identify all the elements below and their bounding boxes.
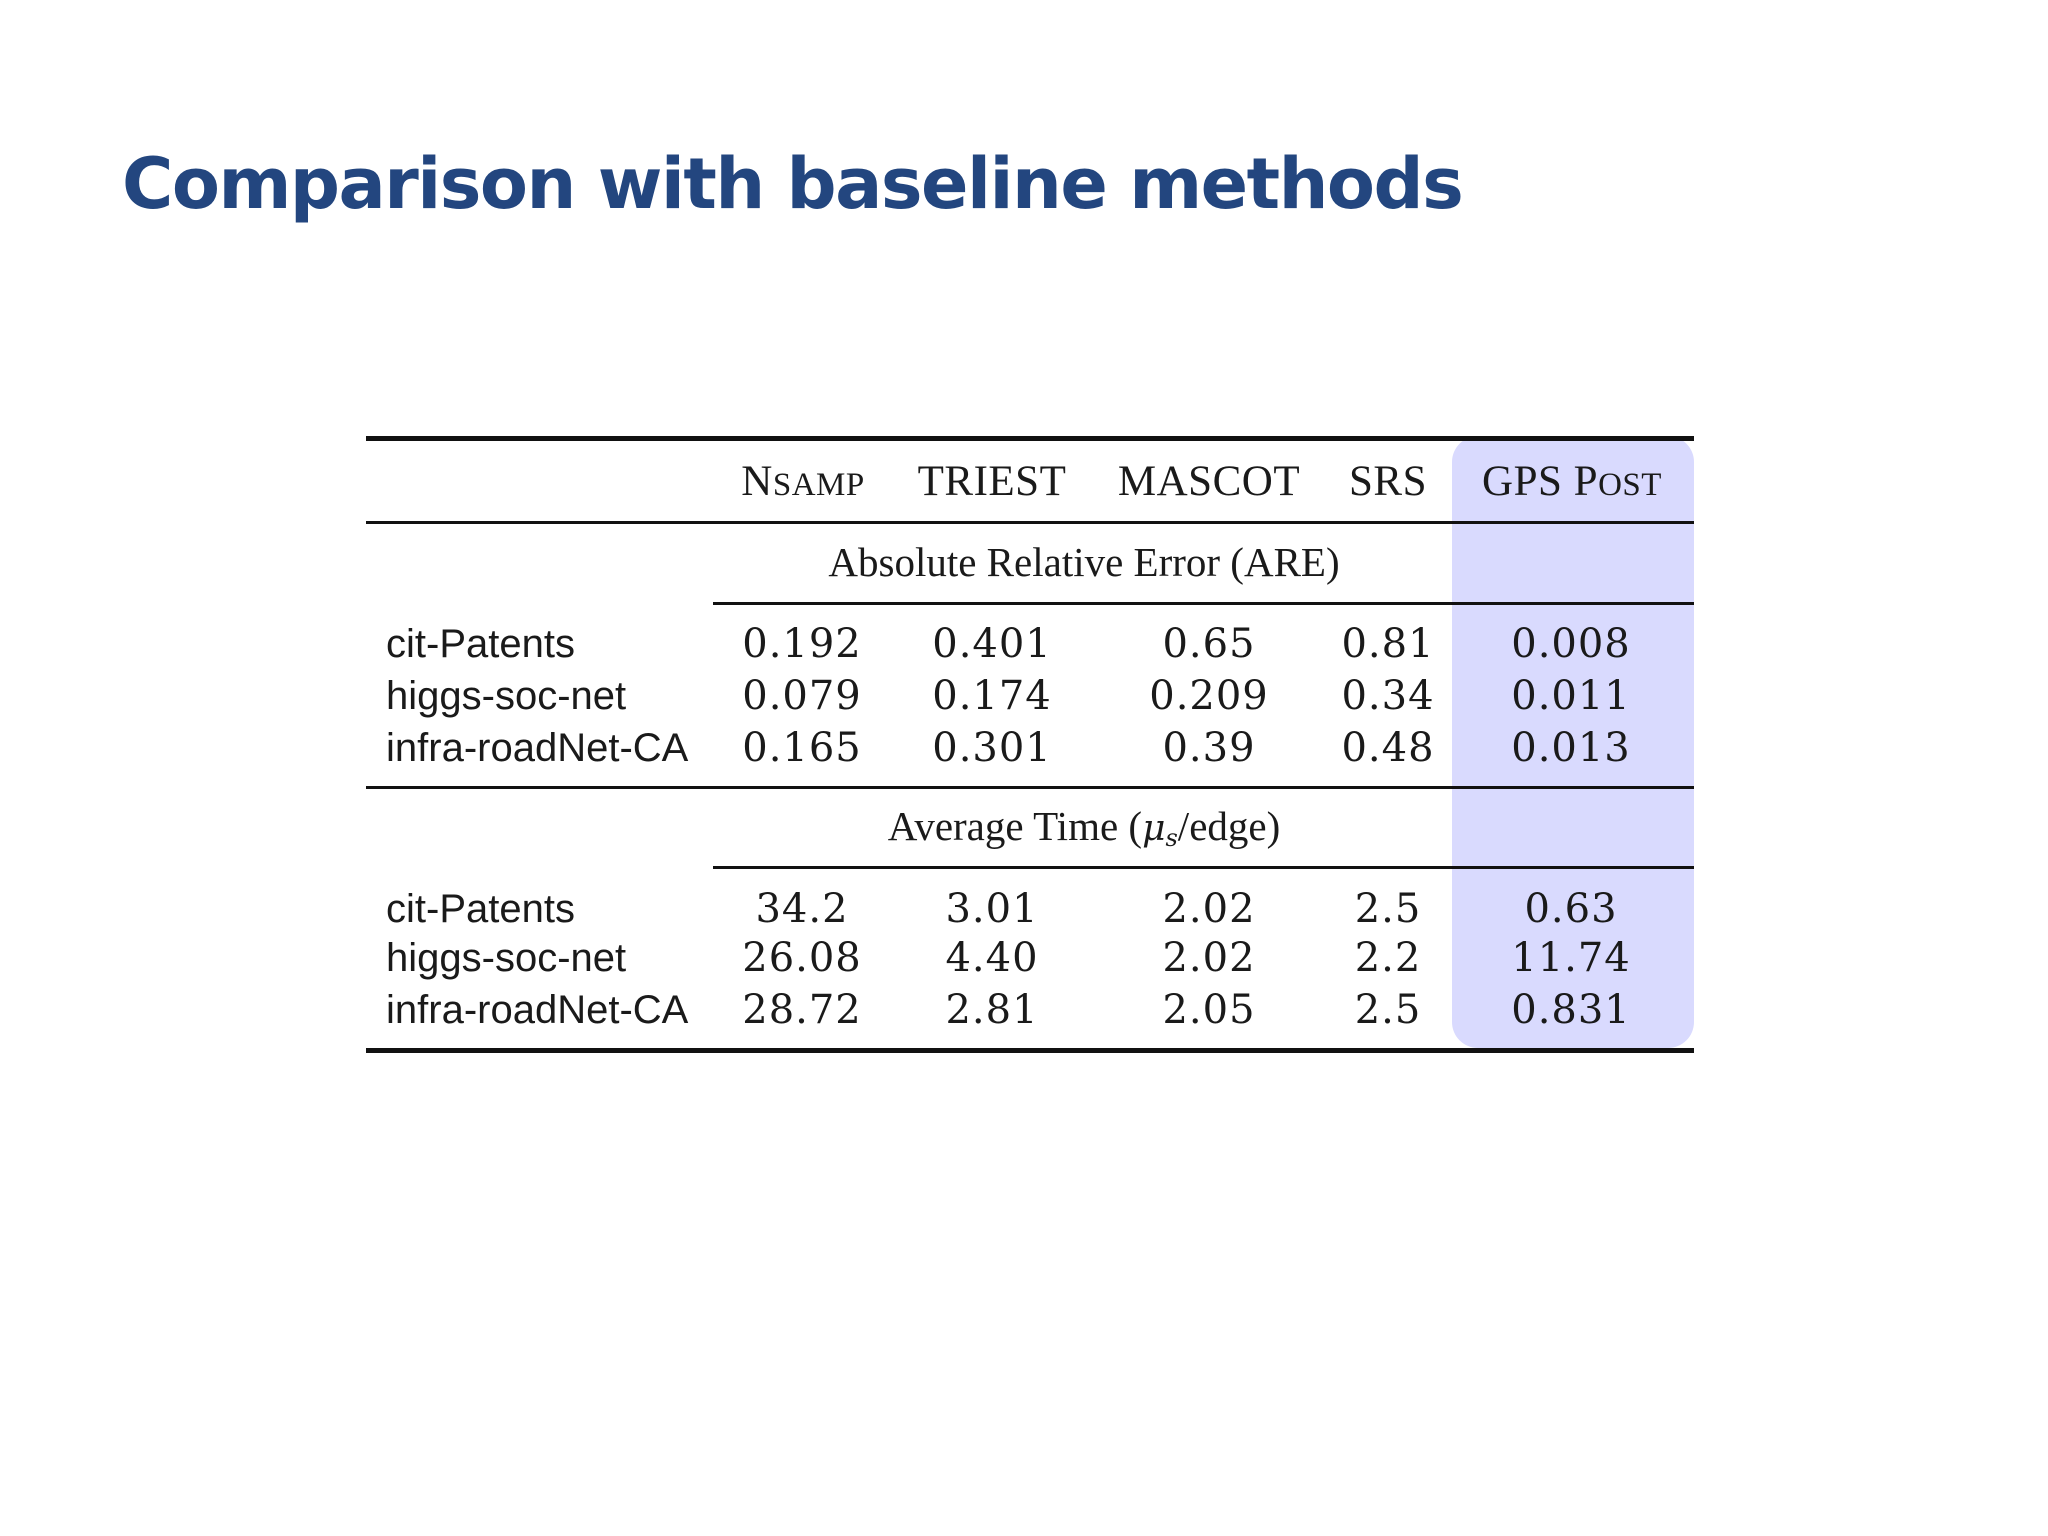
column-header-mascot [1118, 460, 1300, 503]
results-table [366, 436, 1694, 1054]
column-header-nsamp-initial: N [741, 458, 773, 505]
row-label: infra-roadNet-CA [386, 726, 689, 770]
table-cell: 2.81 [945, 987, 1039, 1033]
column-header-triest-label: TRIEST [917, 458, 1067, 505]
row-label: higgs-soc-net [386, 936, 627, 980]
table-cell: 34.2 [755, 886, 849, 932]
table-cell: 0.079 [742, 673, 862, 719]
table-cell-highlighted: 0.63 [1524, 886, 1618, 932]
slide-title: Comparison with baseline methods [122, 143, 1463, 225]
table-top-rule [366, 436, 1694, 441]
column-header-gps-post [1482, 460, 1662, 503]
table-cell: 2.2 [1354, 935, 1422, 981]
section-title-prefix: Average Time ( [887, 803, 1143, 849]
table-cell: 0.301 [932, 725, 1052, 771]
table-cell: 0.48 [1341, 725, 1435, 771]
row-label: infra-roadNet-CA [386, 988, 689, 1032]
table-cell: 0.81 [1341, 621, 1435, 667]
column-header-srs [1349, 460, 1427, 503]
column-header-nsamp [741, 460, 864, 503]
table-cell-highlighted: 0.831 [1511, 987, 1631, 1033]
table-cell: 2.02 [1162, 886, 1256, 932]
table-cell: 0.209 [1149, 673, 1269, 719]
table-cell: 3.01 [945, 886, 1039, 932]
table-cell: 2.02 [1162, 935, 1256, 981]
column-header-srs-label: SRS [1348, 458, 1428, 505]
table-cell: 2.05 [1162, 987, 1256, 1033]
section-time-rule [713, 866, 1694, 869]
table-cell: 2.5 [1354, 987, 1422, 1033]
row-label: higgs-soc-net [386, 674, 627, 718]
table-cell: 28.72 [742, 987, 862, 1033]
table-cell-highlighted: 0.008 [1511, 621, 1631, 667]
column-header-nsamp-rest: SAMP [772, 467, 865, 503]
column-header-mascot-label: MASCOT [1117, 458, 1301, 505]
row-label: cit-Patents [386, 887, 575, 931]
table-bottom-rule [366, 1048, 1694, 1053]
section-title-subscript: s [1165, 824, 1178, 852]
header-rule [366, 521, 1694, 524]
table-cell-highlighted: 11.74 [1511, 935, 1631, 981]
table-cell: 4.40 [945, 935, 1039, 981]
section-divider-rule [366, 786, 1694, 789]
section-title-average-time [887, 803, 1281, 852]
table-cell: 0.165 [742, 725, 862, 771]
column-header-triest [918, 460, 1067, 503]
row-label: cit-Patents [386, 622, 575, 666]
section-title-suffix: /edge) [1177, 803, 1281, 849]
table-cell: 0.39 [1162, 725, 1256, 771]
column-header-gps-post-rest: OST [1598, 467, 1662, 503]
table-cell: 2.5 [1354, 886, 1422, 932]
table-cell: 0.34 [1341, 673, 1435, 719]
table-cell: 0.65 [1162, 621, 1256, 667]
column-header-gps-post-initial: GPS P [1482, 458, 1599, 505]
table-cell: 26.08 [742, 935, 862, 981]
table-cell: 0.192 [742, 621, 862, 667]
table-cell-highlighted: 0.013 [1511, 725, 1631, 771]
section-title-are: Absolute Relative Error (ARE) [828, 539, 1340, 585]
table-cell: 0.174 [932, 673, 1052, 719]
section-are-rule [713, 602, 1694, 605]
table-cell-highlighted: 0.011 [1511, 673, 1631, 719]
table-cell: 0.401 [932, 621, 1052, 667]
section-title-mu: μ [1142, 808, 1166, 849]
